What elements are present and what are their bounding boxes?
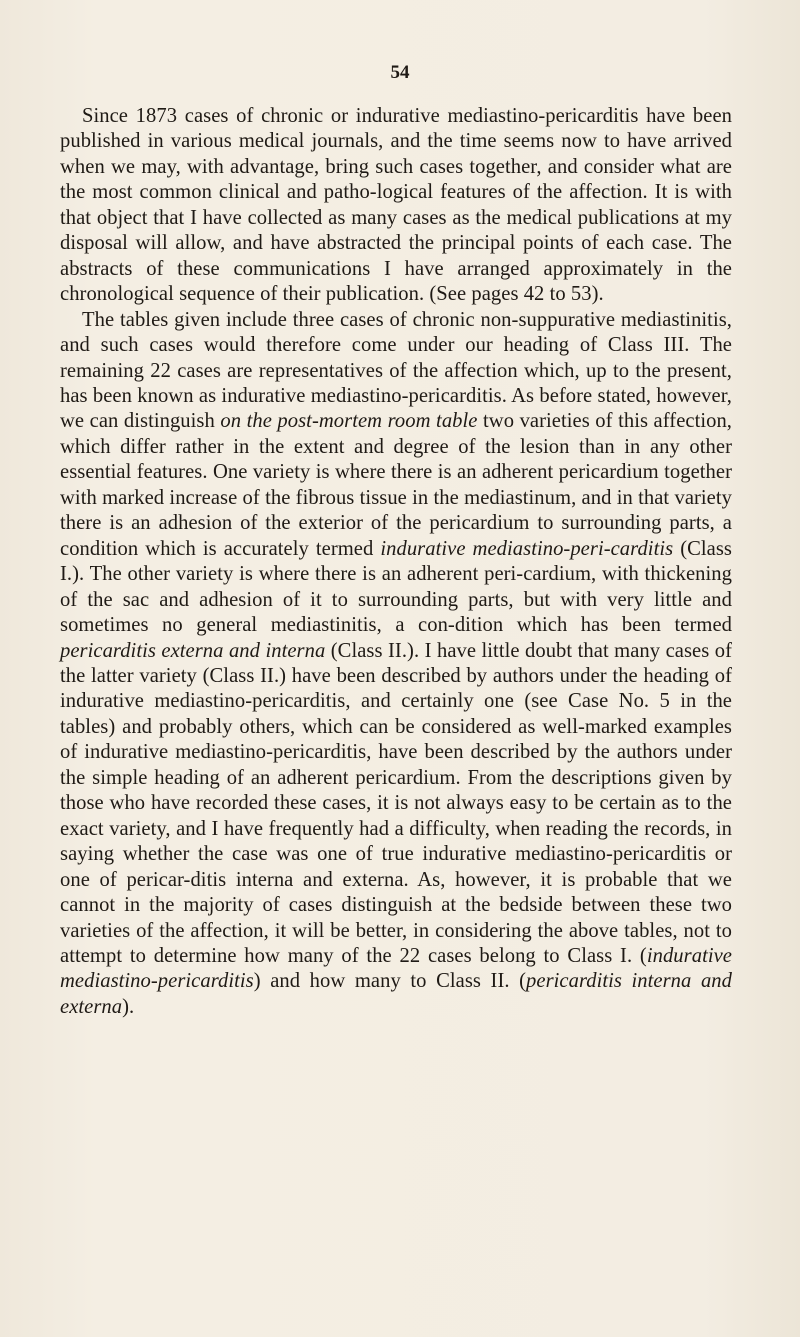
text-run: ).: [122, 995, 135, 1018]
italic-run: pericarditis interna and externa: [60, 970, 732, 1018]
italic-run: on the post-mortem room table: [220, 410, 478, 433]
page-number: 54: [390, 62, 410, 83]
text-run: The tables given include three cases of chronic non-suppurative mediastinitis, and such cases would therefore come under our heading of Class III. The remaining 22 cases are representatives of the affection which, up to the present, has been known as indurative mediastino-pericarditis. As before stated, however, we can distinguish: [60, 308, 732, 433]
body-text: [60, 104, 732, 1020]
italic-run: indurative mediastino-peri-carditis: [380, 537, 674, 560]
text-run: two varieties of this affection, which differ rather in the extent and degree of the lesion than in any other essential features. One variety is where there is an adherent pericardium together with marked increase of the fibrous tissue in the mediastinum, and in that variety there is an adhesion of the exterior of the pericardium to surrounding parts, a condition which is accurately termed: [60, 410, 733, 560]
italic-run: pericarditis externa and interna: [60, 639, 326, 662]
text-run: ) and how many to Class II. (: [253, 970, 527, 993]
text-run: Since 1873 cases of chronic or indurative mediastino-pericarditis have been published in various medical journals, and the time seems now to have arrived when we may, with advantage, bring such cases together, and consider what are the most common clinical and patho-logical features of the affection. It is with that object that I have collected as many cases as the medical publications at my disposal will allow, and have abstracted the principal points of each case. The abstracts of these communications I have arranged approximately in the chronological sequence of their publication. (See pages 42 to 53).: [60, 105, 732, 306]
text-run: (Class II.). I have little doubt that many cases of the latter variety (Class II.) have been described by authors under the heading of indurative mediastino-pericarditis, and certainly one (see Case No. 5 in the tables) and probably others, which can be considered as well-marked examples of indurative mediastino-pericarditis, have been described by the authors under the simple heading of an adherent pericardium. From the descriptions given by those who have recorded these cases, it is not always easy to be certain as to the exact variety, and I have frequently had a difficulty, when reading the records, in saying whether the case was one of true indurative mediastino-pericarditis or one of pericar-ditis interna and externa. As, however, it is probable that we cannot in the majority of cases distinguish at the bedside between these two varieties of the affection, it will be better, in considering the above tables, not to attempt to determine how many of the 22 cases belong to Class I. (: [60, 639, 732, 967]
italic-run: indurative mediastino-pericarditis: [60, 944, 732, 993]
paragraph-1: [60, 104, 732, 308]
text-run: (Class I.). The other variety is where there is an adherent peri-cardium, with thickening of the sac and adhesion of it to surrounding parts, but with very little and sometimes no general mediastinitis, a con-dition which has been termed: [60, 537, 733, 637]
paragraph-2: [60, 308, 732, 1021]
